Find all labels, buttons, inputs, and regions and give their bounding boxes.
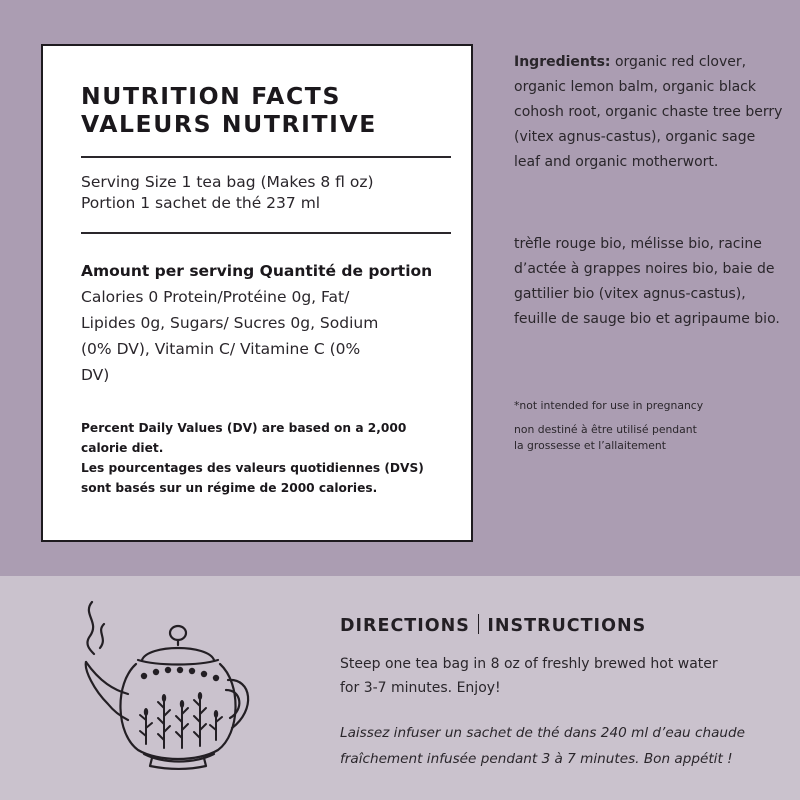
pregnancy-note-fr: non destiné à être utilisé pendant [514, 423, 697, 436]
nutrition-title [81, 82, 461, 138]
nutrition-title-fr: VALEURS NUTRITIVE [81, 110, 377, 138]
amount-line: (0% DV), Vitamin C/ Vitamine C (0% [81, 340, 361, 358]
amount-per-serving [81, 258, 461, 388]
directions-fr [340, 720, 790, 772]
serving-size [81, 172, 461, 214]
ingredients-label: Ingredients: [514, 54, 611, 70]
title-separator [478, 614, 480, 634]
divider-rule [81, 232, 451, 234]
daily-value-note [81, 418, 461, 498]
nutrition-facts-box [41, 44, 473, 542]
dv-line: sont basés sur un régime de 2000 calories. [81, 481, 378, 495]
amount-line: Lipides 0g, Sugars/ Sucres 0g, Sodium [81, 314, 379, 332]
divider-rule [81, 156, 451, 158]
dv-line: calorie diet. [81, 441, 164, 455]
ingredients-text-en: organic red clover, organic lemon balm, organic black cohosh root, organic chaste tree berry (vitex agnus-castus), organic sage leaf and organic motherwort. [514, 54, 783, 170]
ingredients-en [514, 50, 784, 175]
pregnancy-note-en: *not intended for use in pregnancy [514, 399, 704, 412]
pregnancy-note-fr: la grossesse et l’allaitement [514, 439, 667, 452]
serving-size-fr: Portion 1 sachet de thé 237 ml [81, 194, 321, 212]
directions-en [340, 652, 780, 700]
amount-line: DV) [81, 366, 110, 384]
dv-line: Les pourcentages des valeurs quotidiennes (DVS) [81, 461, 424, 475]
amount-heading: Amount per serving Quantité de portion [81, 262, 433, 280]
serving-size-en: Serving Size 1 tea bag (Makes 8 fl oz) [81, 173, 374, 191]
amount-line: Calories 0 Protein/Protéine 0g, Fat/ [81, 288, 350, 306]
directions-line: Laissez infuser un sachet de thé dans 240 ml d’eau chaude [340, 725, 746, 741]
directions-title-en: DIRECTIONS [340, 616, 470, 636]
ingredients-fr: trèfle rouge bio, mélisse bio, racine d’actée à grappes noires bio, baie de gattilier bio (vitex agnus-castus), feuille de sauge bio et agripaume bio. [514, 236, 780, 327]
teapot-illustration-icon [78, 598, 258, 778]
pregnancy-notes [514, 398, 784, 454]
dv-line: Percent Daily Values (DV) are based on a 2,000 [81, 421, 407, 435]
directions-line: fraîchement infusée pendant 3 à 7 minutes. Bon appétit ! [340, 751, 733, 767]
directions-title [340, 614, 780, 638]
directions-line: Steep one tea bag in 8 oz of freshly brewed hot water [340, 656, 718, 672]
directions-title-fr: INSTRUCTIONS [487, 616, 647, 636]
nutrition-title-en: NUTRITION FACTS [81, 82, 341, 110]
directions-line: for 3-7 minutes. Enjoy! [340, 680, 501, 696]
